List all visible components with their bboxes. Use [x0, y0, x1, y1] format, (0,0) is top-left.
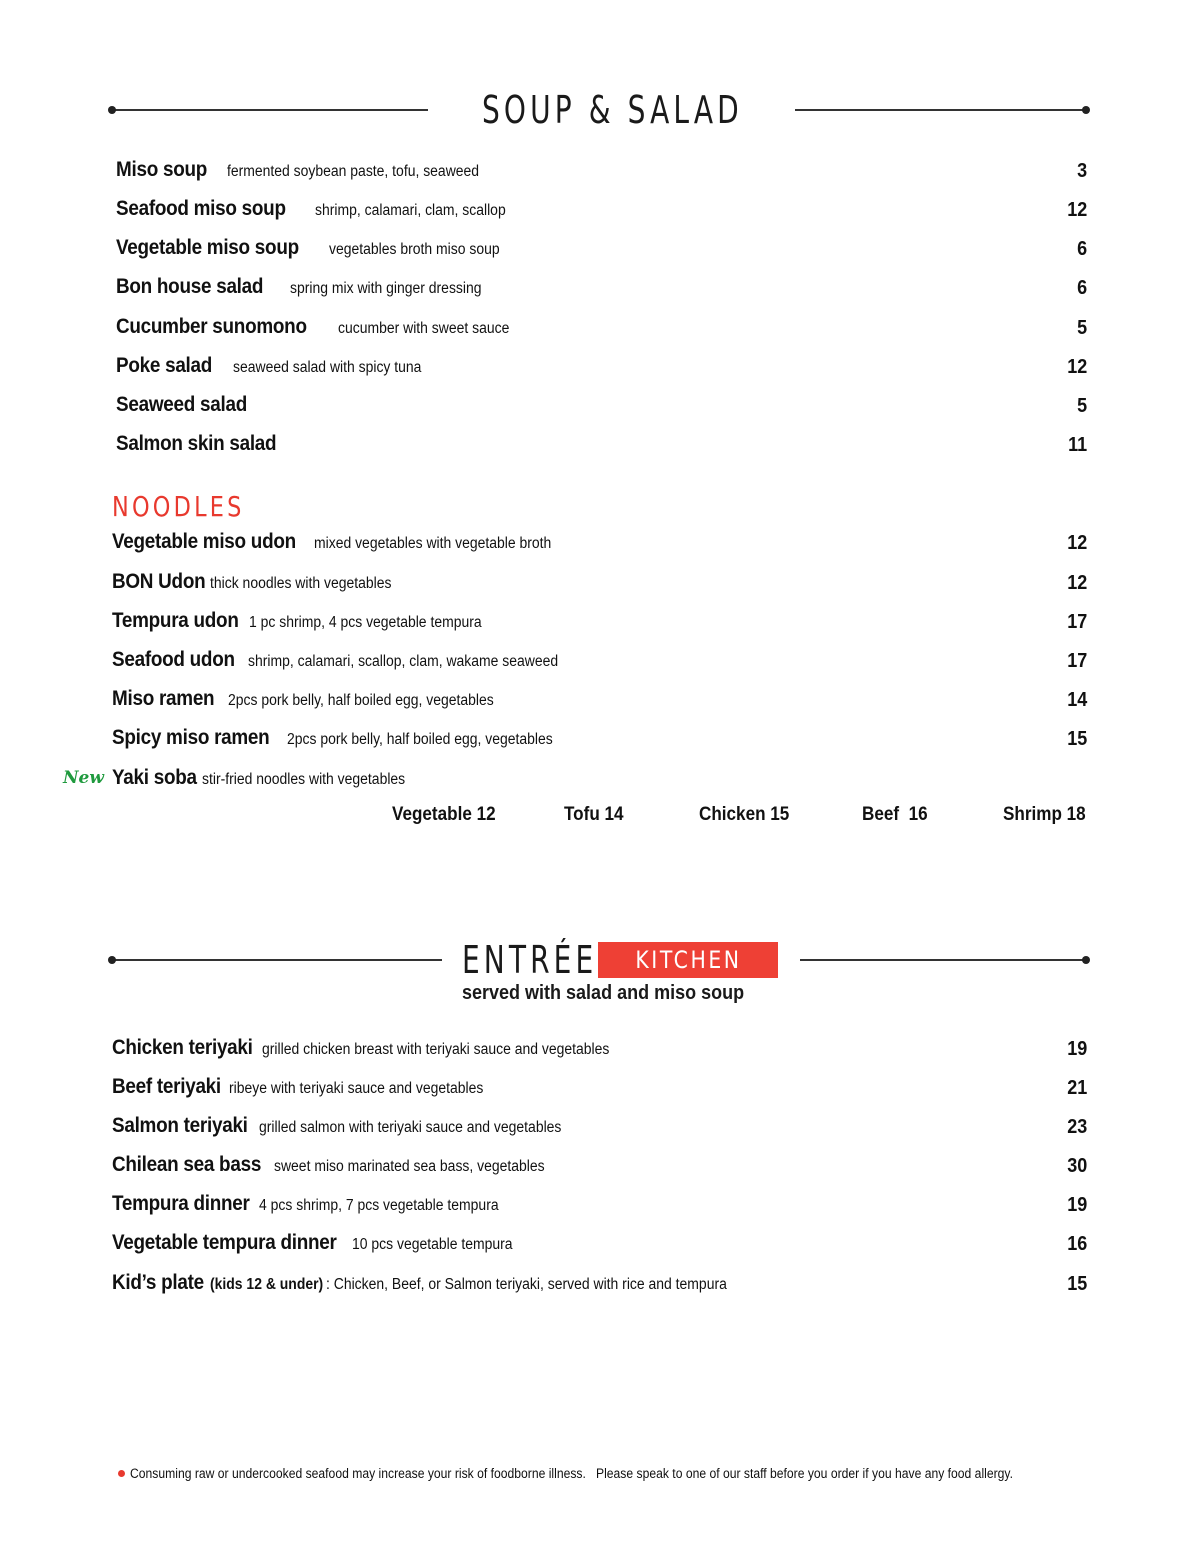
- option-tofu: Tofu 14: [564, 804, 624, 825]
- item-name: Chicken teriyaki: [112, 1036, 253, 1059]
- item-price: 6: [1076, 238, 1087, 260]
- bullet-icon: [118, 1470, 125, 1477]
- item-name: Poke salad: [116, 354, 213, 377]
- menu-item-vegetable-tempura-dinner: [112, 1231, 530, 1259]
- entree-subtitle: served with salad and miso soup: [462, 982, 745, 1004]
- item-price: 23: [1066, 1116, 1087, 1138]
- item-price: 17: [1066, 611, 1087, 633]
- item-desc: fermented soybean paste, tofu, seaweed: [227, 163, 480, 180]
- divider-right: [800, 959, 1088, 961]
- menu-item-salmon-teriyaki: [112, 1114, 595, 1142]
- item-name: Vegetable tempura dinner: [112, 1231, 337, 1254]
- item-name: Salmon teriyaki: [112, 1114, 248, 1137]
- item-price: 19: [1066, 1194, 1087, 1216]
- menu-item-tempura-dinner: [112, 1192, 525, 1220]
- menu-item-yaki-soba: [112, 766, 428, 794]
- item-name: Seafood udon: [112, 648, 235, 671]
- item-price: 15: [1066, 1273, 1087, 1295]
- menu-item-miso-soup: [116, 158, 507, 186]
- item-price: 17: [1066, 650, 1087, 672]
- menu-item-chicken-teriyaki: [112, 1036, 648, 1064]
- soup-salad-header: [110, 90, 1090, 130]
- item-price: 5: [1076, 317, 1087, 339]
- menu-item-chilean-sea-bass: [112, 1153, 574, 1181]
- item-name: Vegetable miso soup: [116, 236, 299, 259]
- item-name: Tempura udon: [112, 609, 239, 632]
- item-name: Seafood miso soup: [116, 197, 286, 220]
- item-price: 11: [1067, 434, 1087, 456]
- menu-item-kids-plate: [112, 1271, 771, 1299]
- item-name: Salmon skin salad: [116, 432, 277, 455]
- item-desc: cucumber with sweet sauce: [337, 320, 510, 337]
- divider-left: [110, 959, 442, 961]
- menu-item-spicy-miso-ramen: [112, 726, 582, 754]
- item-name: Spicy miso ramen: [112, 726, 270, 749]
- item-name: Yaki soba: [112, 766, 197, 789]
- item-desc: thick noodles with vegetables: [209, 575, 392, 592]
- section-title: SOUP & SALAD: [482, 88, 743, 132]
- item-price: 14: [1066, 689, 1087, 711]
- item-desc: seaweed salad with spicy tuna: [232, 359, 422, 376]
- menu-item-seafood-miso-soup: [116, 197, 527, 225]
- dot-icon: [1082, 956, 1090, 964]
- item-note: (kids 12 & under): [210, 1276, 324, 1293]
- dot-icon: [108, 956, 116, 964]
- menu-item-miso-ramen: [112, 687, 523, 715]
- allergy-footnote: [118, 1466, 1111, 1481]
- item-name: Tempura dinner: [112, 1192, 250, 1215]
- noodles-title: NOODLES: [112, 490, 245, 523]
- item-price: 3: [1076, 160, 1087, 182]
- item-price: 12: [1066, 199, 1087, 221]
- item-name: Vegetable miso udon: [112, 530, 296, 553]
- menu-item-bon-house-salad: [116, 275, 502, 303]
- item-desc: sweet miso marinated sea bass, vegetables: [273, 1158, 545, 1175]
- item-desc: ribeye with teriyaki sauce and vegetables: [229, 1080, 484, 1097]
- item-name: Miso ramen: [112, 687, 215, 710]
- menu-item-vegetable-miso-soup: [116, 236, 519, 264]
- item-desc: shrimp, calamari, clam, scallop: [314, 202, 506, 219]
- item-desc: vegetables broth miso soup: [329, 241, 500, 258]
- dot-icon: [1082, 106, 1090, 114]
- item-desc: grilled chicken breast with teriyaki sauce and vegetables: [262, 1041, 610, 1058]
- menu-item-vegetable-miso-udon: [112, 530, 578, 558]
- item-name: Miso soup: [116, 158, 208, 181]
- item-desc: mixed vegetables with vegetable broth: [314, 535, 552, 552]
- divider-right: [795, 109, 1088, 111]
- menu-item-tempura-udon: [112, 609, 507, 637]
- kitchen-badge: [598, 942, 778, 978]
- item-name: Chilean sea bass: [112, 1153, 262, 1176]
- item-price: 19: [1066, 1038, 1087, 1060]
- item-price: 6: [1076, 277, 1087, 299]
- item-desc: stir-fried noodles with vegetables: [202, 771, 406, 788]
- menu-item-seafood-udon: [112, 648, 593, 676]
- item-desc: grilled salmon with teriyaki sauce and vegetables: [258, 1119, 562, 1136]
- item-desc: shrimp, calamari, scallop, clam, wakame seaweed: [248, 653, 559, 670]
- item-desc: : Chicken, Beef, or Salmon teriyaki, served with rice and tempura: [325, 1276, 727, 1293]
- item-name: Seaweed salad: [116, 393, 247, 416]
- option-chicken: Chicken 15: [699, 804, 790, 825]
- item-price: 21: [1066, 1077, 1087, 1099]
- item-price: 12: [1066, 356, 1087, 378]
- option-beef: Beef 16: [862, 804, 928, 825]
- item-name: BON Udon: [112, 570, 206, 593]
- badge-text: KITCHEN: [634, 946, 742, 974]
- option-shrimp: Shrimp 18: [1003, 804, 1086, 825]
- footnote-text: Consuming raw or undercooked seafood may increase your risk of foodborne illness. Please speak to one of our staff before you order if you have any food allergy.: [130, 1466, 1013, 1481]
- menu-item-salmon-skin-salad: [116, 432, 294, 460]
- menu-item-poke-salad: [116, 354, 442, 382]
- item-price: 12: [1066, 532, 1087, 554]
- item-price: 16: [1066, 1233, 1087, 1255]
- item-name: Cucumber sunomono: [116, 315, 307, 338]
- item-desc: 10 pcs vegetable tempura: [351, 1236, 513, 1253]
- item-price: 15: [1066, 728, 1087, 750]
- menu-item-cucumber-sunomono: [116, 315, 528, 343]
- item-desc: 2pcs pork belly, half boiled egg, vegetables: [227, 692, 494, 709]
- menu-item-seaweed-salad: [116, 393, 262, 421]
- new-badge: New: [63, 768, 104, 788]
- item-desc: 4 pcs shrimp, 7 pcs vegetable tempura: [258, 1197, 499, 1214]
- item-name: Kid’s plate: [112, 1271, 204, 1294]
- menu-item-beef-teriyaki: [112, 1075, 512, 1103]
- item-price: 12: [1066, 572, 1087, 594]
- item-name: Beef teriyaki: [112, 1075, 221, 1098]
- section-title: ENTRÉE: [462, 938, 598, 982]
- item-name: Bon house salad: [116, 275, 264, 298]
- item-price: 5: [1076, 395, 1087, 417]
- item-desc: 2pcs pork belly, half boiled egg, vegetables: [286, 731, 553, 748]
- dot-icon: [108, 106, 116, 114]
- divider-left: [110, 109, 428, 111]
- option-vegetable: Vegetable 12: [392, 804, 496, 825]
- item-price: 30: [1066, 1155, 1087, 1177]
- menu-item-bon-udon: [112, 570, 411, 598]
- item-desc: 1 pc shrimp, 4 pcs vegetable tempura: [248, 614, 482, 631]
- item-desc: spring mix with ginger dressing: [289, 280, 482, 297]
